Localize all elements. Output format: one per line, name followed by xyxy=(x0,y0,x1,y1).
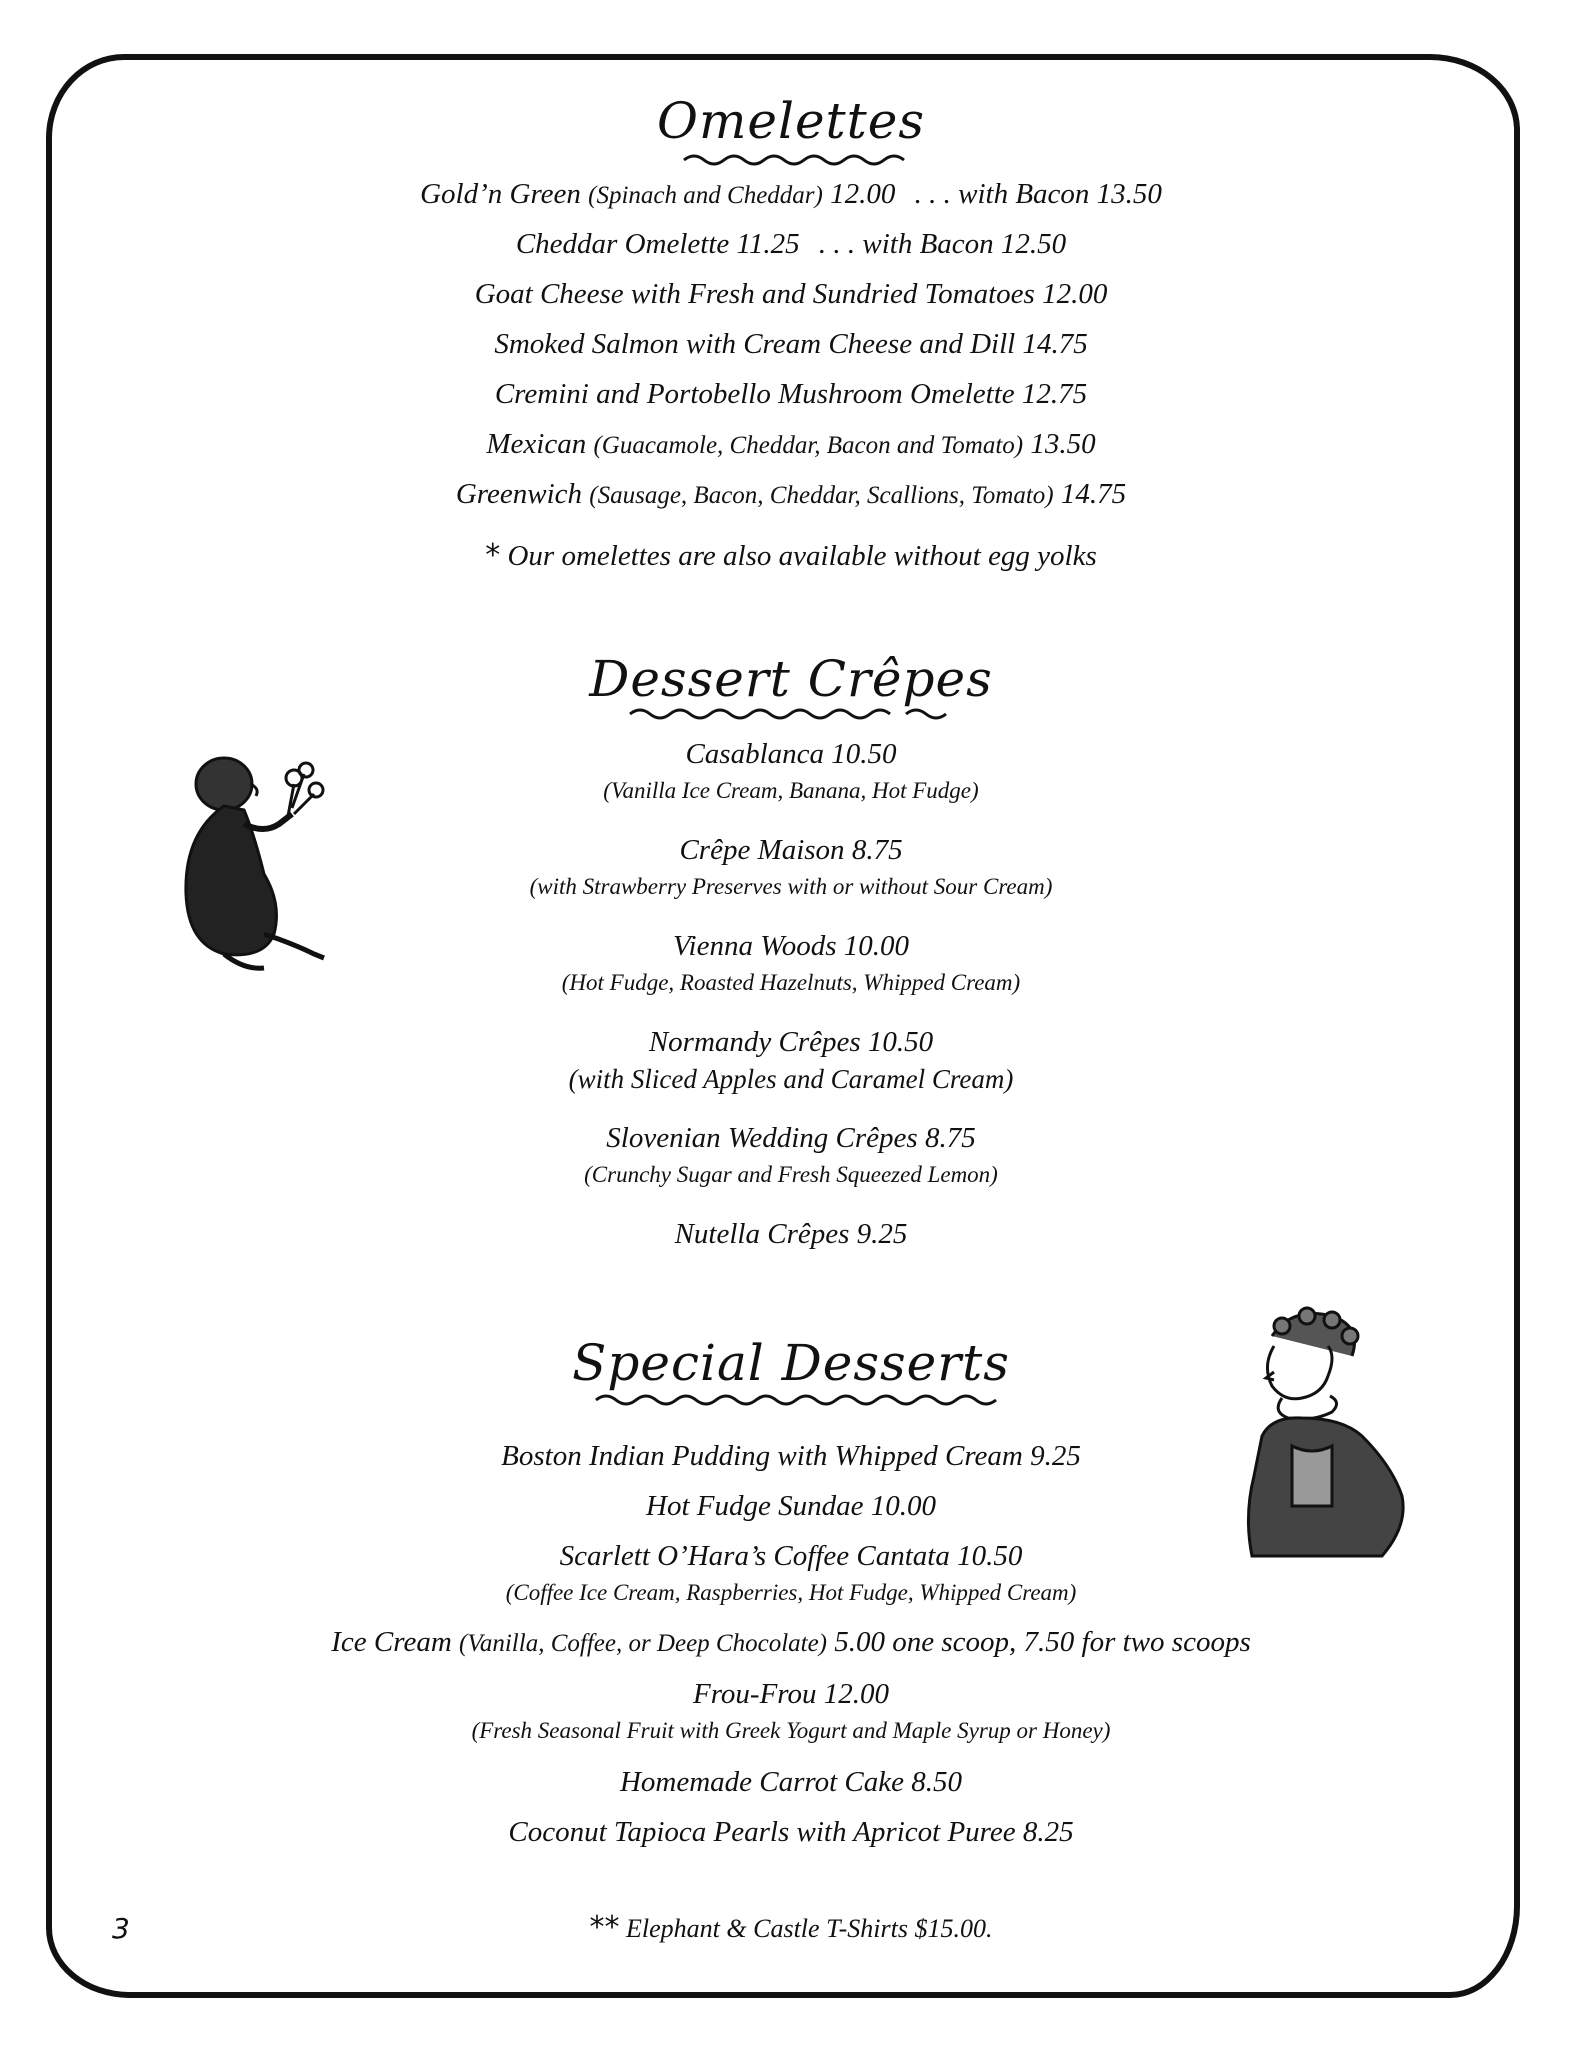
omelette-item: Mexican (Guacamole, Cheddar, Bacon and Tomato) 13.50 xyxy=(486,428,1096,460)
crepe-description: (with Sliced Apples and Caramel Cream) xyxy=(568,1064,1014,1094)
omelettes-note: * Our omelettes are also available without egg yolks xyxy=(485,538,1097,573)
double-asterisk-icon: ** xyxy=(589,1910,620,1945)
omelette-item: Smoked Salmon with Cream Cheese and Dill 14.75 xyxy=(494,328,1088,360)
omelette-item: Gold’n Green (Spinach and Cheddar) 12.00 . . . with Bacon 13.50 xyxy=(420,178,1162,210)
crepes-underline-decoration xyxy=(628,704,958,724)
desserts-underline-decoration xyxy=(594,1390,1004,1412)
crepe-item: Casablanca 10.50 xyxy=(685,738,897,770)
dessert-description: (Fresh Seasonal Fruit with Greek Yogurt and Maple Syrup or Honey) xyxy=(471,1718,1111,1743)
crepe-item: Crêpe Maison 8.75 xyxy=(679,834,903,866)
tshirt-note: ** Elephant & Castle T-Shirts $15.00. xyxy=(589,1910,993,1945)
dessert-item: Boston Indian Pudding with Whipped Cream 9.25 xyxy=(501,1440,1081,1472)
crepe-item: Nutella Crêpes 9.25 xyxy=(674,1218,908,1250)
omelette-item: Cheddar Omelette 11.25 . . . with Bacon 12.50 xyxy=(515,228,1067,260)
dessert-description: (Coffee Ice Cream, Raspberries, Hot Fudge, Whipped Cream) xyxy=(505,1580,1077,1605)
crepe-item: Slovenian Wedding Crêpes 8.75 xyxy=(606,1122,976,1154)
crepe-description: (Vanilla Ice Cream, Banana, Hot Fudge) xyxy=(603,778,979,803)
dessert-item: Frou-Frou 12.00 xyxy=(692,1678,889,1710)
omelette-item: Cremini and Portobello Mushroom Omelette 12.75 xyxy=(494,378,1088,410)
page-number: 3 xyxy=(112,1912,130,1945)
monkey-with-flowers-illustration xyxy=(164,744,344,984)
crepe-item: Normandy Crêpes 10.50 xyxy=(648,1026,934,1058)
dessert-item: Hot Fudge Sundae 10.00 xyxy=(646,1490,936,1522)
crepes-title: Dessert Crêpes xyxy=(589,650,993,708)
lady-portrait-illustration xyxy=(1232,1306,1412,1566)
omelettes-underline-decoration xyxy=(682,150,912,170)
dessert-item: Coconut Tapioca Pearls with Apricot Puree 8.25 xyxy=(508,1816,1074,1848)
crepe-item: Vienna Woods 10.00 xyxy=(672,930,910,962)
crepe-description: (Hot Fudge, Roasted Hazelnuts, Whipped Cream) xyxy=(561,970,1021,995)
dessert-item: Ice Cream (Vanilla, Coffee, or Deep Chocolate) 5.00 one scoop, 7.50 for two scoops xyxy=(331,1626,1251,1658)
desserts-title: Special Desserts xyxy=(572,1334,1010,1392)
omelettes-title: Omelettes xyxy=(656,92,925,150)
omelette-item: Goat Cheese with Fresh and Sundried Tomatoes 12.00 xyxy=(474,278,1108,310)
omelette-item: Greenwich (Sausage, Bacon, Cheddar, Scallions, Tomato) 14.75 xyxy=(455,478,1127,510)
dessert-item: Homemade Carrot Cake 8.50 xyxy=(619,1766,963,1798)
dessert-item: Scarlett O’Hara’s Coffee Cantata 10.50 xyxy=(559,1540,1023,1572)
crepe-description: (with Strawberry Preserves with or without Sour Cream) xyxy=(529,874,1053,899)
asterisk-icon: * xyxy=(485,538,501,573)
crepe-description: (Crunchy Sugar and Fresh Squeezed Lemon) xyxy=(584,1162,998,1187)
